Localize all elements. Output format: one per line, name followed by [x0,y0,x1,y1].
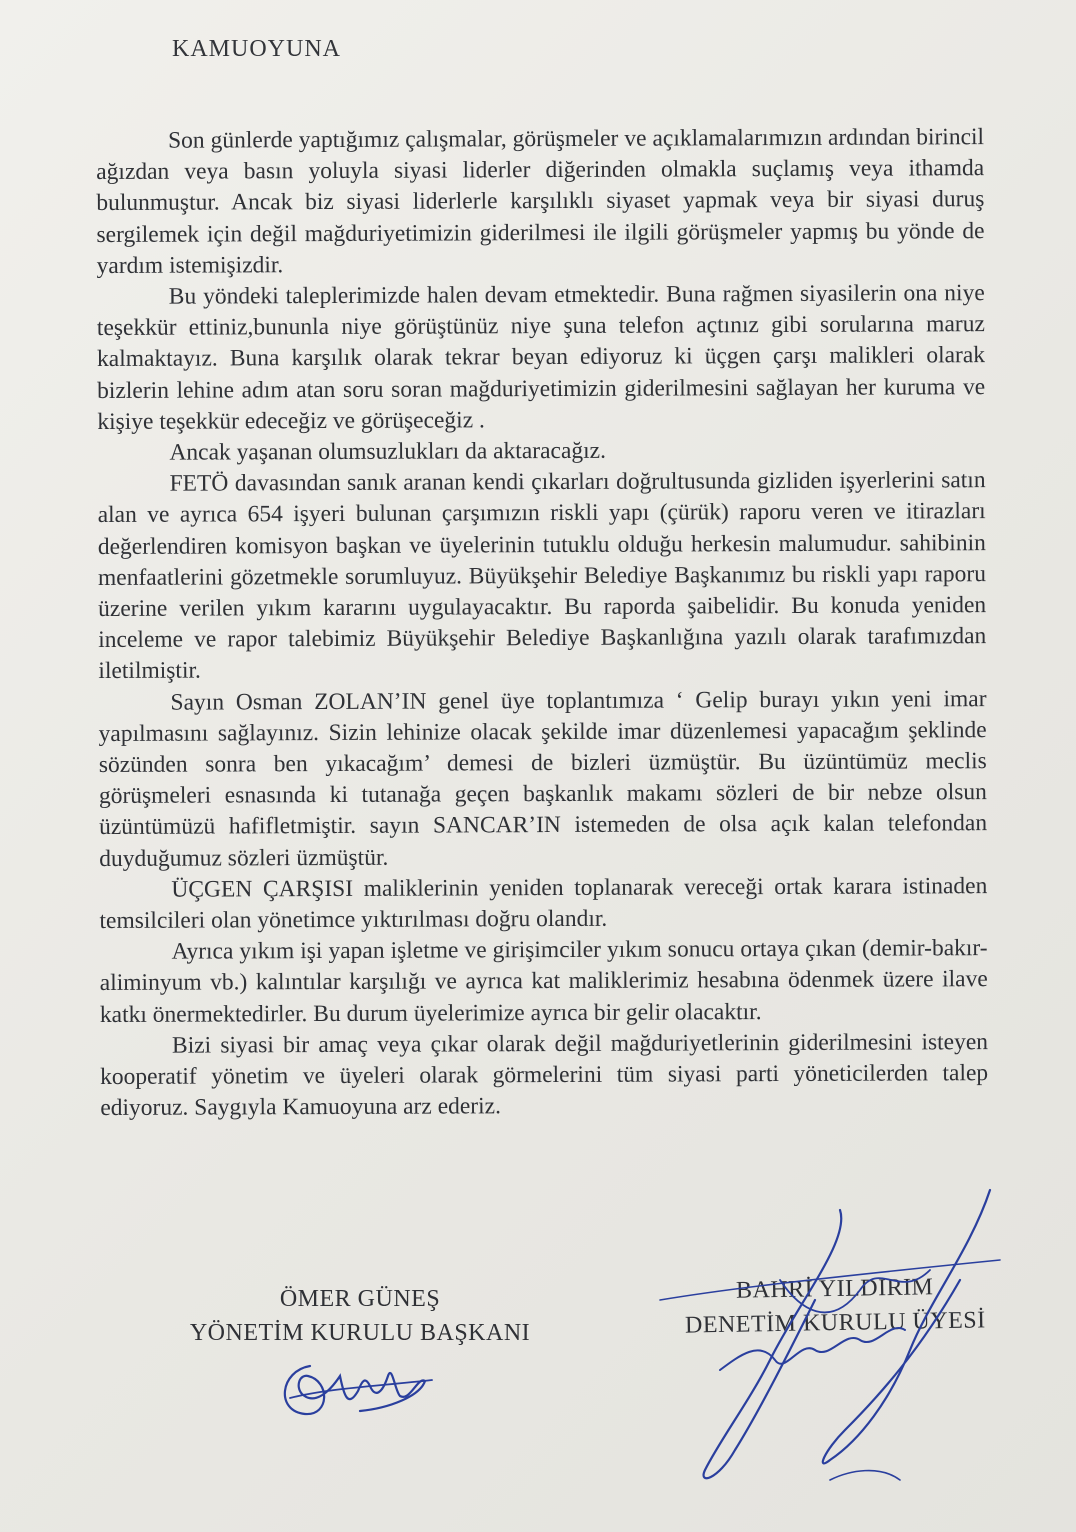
paragraph-6: ÜÇGEN ÇARŞISI maliklerinin yeniden toplanarak vereceği ortak karara istinaden temsilcileri olan yönetimce yıktırılması doğru olandır. [99,872,988,935]
document-body [96,122,988,1124]
handwritten-signature-left [270,1336,440,1426]
paragraph-1: Son günlerde yaptığımız çalışmalar, görüşmeler ve açıklamalarımızın ardından birincil ağızdan veya basın yoluyla siyasi liderler diğerinden olmakla suçlamış veya ithamda bulunmuştur. Ancak biz siyasi liderlerle karşılıklı siyaset yapmak veya bir siyasi duruş sergilemek için değil mağduriyetimizin giderilmesi ile ilgili görüşmeler yapmış bu yönde de yardım istemişizdir. [96,124,985,279]
paragraph-8: Bizi siyasi bir amaç veya çıkar olarak değil mağduriyetlerinin giderilmesini isteyen kooperatif yönetim ve üyeleri olarak görmelerini tüm siyasi parti yöneticilerden talep ediyoruz. Saygıyla Kamuoyuna arz ederiz. [100,1029,989,1122]
signatory-name-right: BAHRİ YILDIRIM [735,1274,934,1304]
signatory-name-left: ÖMER GÜNEŞ [279,1286,441,1312]
handwritten-signature-right [600,1180,1040,1500]
paragraph-3: Ancak yaşanan olumsuzlukları da aktaracağız. [169,437,607,466]
paragraph-5: Sayın Osman ZOLAN’IN genel üye toplantımıza ‘ Gelip burayı yıkın yeni imar yapılmasını sağlayınız. Sizin lehinize olacak şekilde imar düzenlemesi yapacağım şeklinde sözünden sonra ben yıkacağım’ demesi de bizleri üzmüştür. Bu üzüntümüz meclis görüşmeleri esnasında ki tutanağa geçen başkanlık makamı sözleri de bir nebze olsun üzüntümüzü hafifletmiştir. sayın SANCAR’IN istemeden de olsa açık kalan telefondan duyduğumuz sözleri üzmüştür. [98,685,988,872]
signatory-title-right: DENETİM KURULU ÜYESİ [684,1307,986,1339]
signatory-title-left: YÖNETİM KURULU BAŞKANI [189,1320,531,1346]
paragraph-4: FETÖ davasından sanık aranan kendi çıkarları doğrultusunda gizliden işyerlerini satın alan ve ayrıca 654 işyeri bulunan çarşımızın riskli yapı (çürük) raporu veren ve itirazları değerlendiren komisyon başkan ve üyelerinin tutuklu olduğu herkesin malumudur. sahibinin menfaatlerini gözetmekle sorumluyuz. Büyükşehir Belediye Başkanımız bu riskli yapı raporu üzerine verilen yıkım kararını uygulayacaktır. Bu raporda şaibelidir. Bu konuda yeniden inceleme ve rapor talebimiz Büyükşehir Belediye Başkanlığına yazılı olarak tarafımızdan iletilmiştir. [97,467,987,685]
paragraph-2: Bu yöndeki taleplerimizde halen devam etmektedir. Buna rağmen siyasilerin ona niye teşekkür ettiniz,bununla niye görüştünüz niye şuna telefon açtınız gibi sorularına maruz kalmaktayız. Buna karşılık olarak tekrar beyan ediyoruz ki üçgen çarşı malikleri olarak bizlerin lehine adım atan soru soran mağduriyetimizin giderilmesini sağlayan her kuruma ve kişiye teşekkür edeceğiz ve görüşeceğiz . [96,280,986,435]
document-heading: KAMUOYUNA [172,36,341,62]
paragraph-7: Ayrıca yıkım işi yapan işletme ve girişimciler yıkım sonucu ortaya çıkan (demir-bakır-aliminyum vb.) kalıntılar karşılığı ve ayrıca kat maliklerimiz hesabına ödenmek üzere ilave katkı önermektedirler. Bu durum üyelerimize ayrıca bir gelir olacaktır. [99,935,988,1028]
